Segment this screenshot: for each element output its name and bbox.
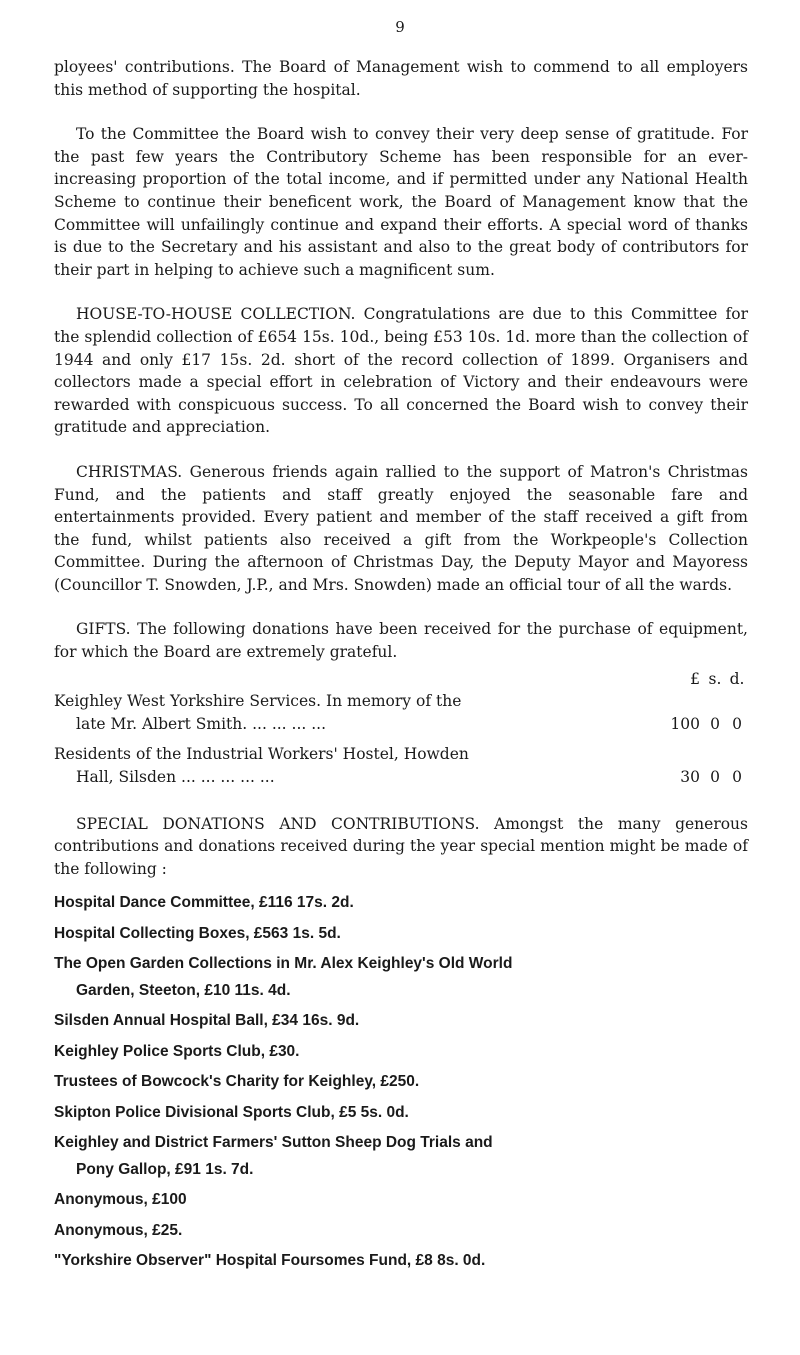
donation-text-continued: Pony Gallop, £91 1s. 7d. xyxy=(76,1160,254,1178)
list-item xyxy=(54,1008,748,1035)
gift-pounds: 30 xyxy=(680,768,700,787)
table-row xyxy=(54,743,748,788)
donation-text: The Open Garden Collections in Mr. Alex Keighley's Old World xyxy=(54,955,513,973)
donation-text: Keighley and District Farmers' Sutton Sheep Dog Trials and xyxy=(54,1134,493,1152)
gift-pounds: 100 xyxy=(670,714,700,733)
list-item xyxy=(54,1218,748,1245)
gift-shillings: 0 xyxy=(710,768,720,787)
page-number: 9 xyxy=(395,18,405,36)
list-item xyxy=(54,1130,748,1183)
gifts-table-header xyxy=(54,668,748,691)
table-row xyxy=(54,690,748,735)
list-item xyxy=(54,890,748,917)
gift-row-line1: Residents of the Industrial Workers' Hostel, Howden xyxy=(54,745,469,764)
paragraph-gifts: GIFTS. The following donations have been received for the purchase of equipment, for which the Board are extremely grateful. xyxy=(54,620,748,662)
gifts-table xyxy=(54,668,748,789)
donation-text: Keighley Police Sports Club, £30. xyxy=(54,1042,300,1060)
document-body xyxy=(54,56,748,1279)
donation-text: "Yorkshire Observer" Hospital Foursomes Fund, £8 8s. 0d. xyxy=(54,1252,486,1270)
list-item xyxy=(54,951,748,1004)
donation-text: Trustees of Bowcock's Charity for Keighley, £250. xyxy=(54,1073,420,1091)
gift-pence: 0 xyxy=(732,714,742,733)
paragraph-intro: ployees' contributions. The Board of Management wish to commend to all employers this method of supporting the hospital. xyxy=(54,58,748,99)
donation-text: Hospital Collecting Boxes, £563 1s. 5d. xyxy=(54,924,341,942)
gift-shillings: 0 xyxy=(710,714,720,733)
gift-row-line1: Keighley West Yorkshire Services. In memory of the xyxy=(54,692,462,711)
paragraph-christmas: CHRISTMAS. Generous friends again rallied to the support of Matron's Christmas Fund, and the patients and staff greatly enjoyed the seasonable fare and entertainments provided. Every patient and member of the staff received a gift from the fund, whilst patients also received a gift from the Workpeople's Collection Committee. During the afternoon of Christmas Day, the Deputy Mayor and Mayoress (Councillor T. Snowden, J.P., and Mrs. Snowden) made an official tour of all the wards. xyxy=(54,462,748,594)
donation-text: Anonymous, £100 xyxy=(54,1191,187,1209)
donation-text: Skipton Police Divisional Sports Club, £5 5s. 0d. xyxy=(54,1103,409,1121)
donation-text: Silsden Annual Hospital Ball, £34 16s. 9d. xyxy=(54,1012,360,1030)
header-pounds: £ xyxy=(690,669,700,688)
paragraph-house-to-house: HOUSE-TO-HOUSE COLLECTION. Congratulations are due to this Committee for the splendid collection of £654 15s. 10d., being £53 10s. 1d. more than the collection of 1944 and only £17 15s. 2d. short of the record collection of 1899. Organisers and collectors made a special effort in celebration of Victory and their endeavours were rewarded with conspicuous success. To all concerned the Board wish to convey their gratitude and appreciation. xyxy=(54,305,748,437)
donation-text: Anonymous, £25. xyxy=(54,1221,183,1239)
list-item xyxy=(54,1069,748,1096)
donation-text: Hospital Dance Committee, £116 17s. 2d. xyxy=(54,894,354,912)
list-item xyxy=(54,1248,748,1275)
header-shillings: s. xyxy=(708,669,722,688)
list-item xyxy=(54,1100,748,1127)
paragraph-committee: To the Committee the Board wish to convey their very deep sense of gratitude. For the past few years the Contributory Scheme has been responsible for an ever-increasing proportion of the total income, and if permitted under any National Health Scheme to continue their beneficent work, the Board of Management know that the Committee will unfailingly continue and expand their efforts. A special word of thanks is due to the Secretary and his assistant and also to the great body of contributors for their part in helping to achieve such a magnificent sum. xyxy=(54,125,748,279)
list-item xyxy=(54,921,748,948)
gift-row-line2: late Mr. Albert Smith. ... ... ... ... xyxy=(76,714,327,733)
paragraph-special-donations: SPECIAL DONATIONS AND CONTRIBUTIONS. Amongst the many generous contributions and donations received during the year special mention might be made of the following : xyxy=(54,814,748,878)
list-item xyxy=(54,1187,748,1214)
header-pence: d. xyxy=(729,669,745,688)
donation-text-continued: Garden, Steeton, £10 11s. 4d. xyxy=(76,981,291,999)
donations-list xyxy=(54,890,748,1275)
gift-pence: 0 xyxy=(732,768,742,787)
list-item xyxy=(54,1039,748,1066)
gift-row-line2: Hall, Silsden ... ... ... ... ... xyxy=(76,768,275,787)
